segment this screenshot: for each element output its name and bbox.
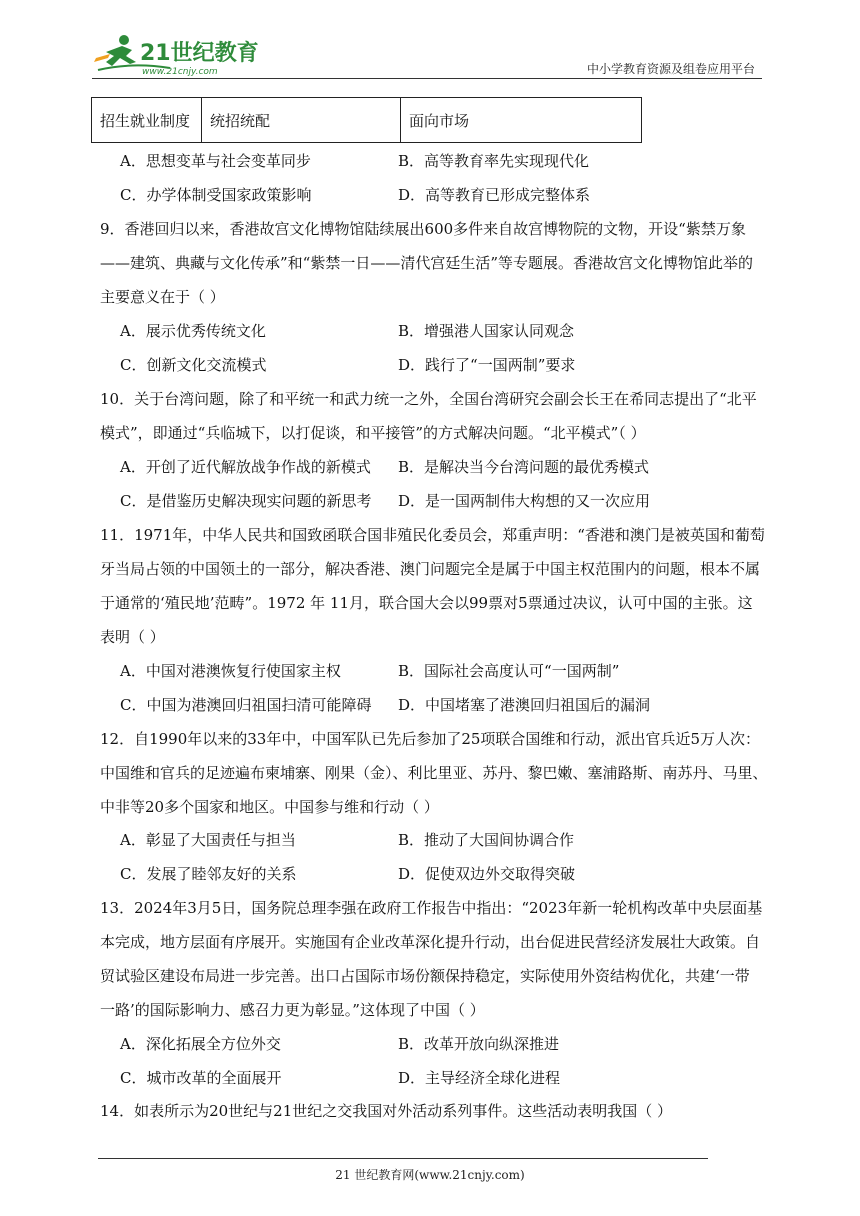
option-d[interactable]: D．践行了“一国两制”要求 [398,356,576,374]
option-b[interactable]: B．改革开放向纵深推进 [398,1035,560,1053]
question-text: 于通常的‘殖民地’范畴”。1972 年 11月，联合国大会以99票对5票通过决议，认可中国的主张。这 [100,594,753,612]
question-text: 牙当局占领的中国领土的一部分，解决香港、澳门问题完全是属于中国主权范围内的问题，根本不属 [100,560,761,578]
table-cell: 招生就业制度 [92,98,202,143]
question-text: 模式”，即通过“兵临城下，以打促谈，和平接管”的方式解决问题。“北平模式”（ ） [100,424,646,442]
option-c[interactable]: C．发展了睦邻友好的关系 [120,865,297,883]
option-c[interactable]: C．办学体制受国家政策影响 [120,186,312,204]
logo-graphic [92,32,262,78]
option-a[interactable]: A．彰显了大国责任与担当 [120,831,296,849]
option-d[interactable]: D．中国堵塞了港澳回归祖国后的漏洞 [398,696,651,714]
option-b[interactable]: B．是解决当今台湾问题的最优秀模式 [398,458,650,476]
option-a[interactable]: A．开创了近代解放战争作战的新模式 [120,458,371,476]
question-text: 贸试验区建设布局进一步完善。出口占国际市场份额保持稳定，实际使用外资结构优化，共建‘一带 [100,967,750,985]
comparison-table [91,97,642,143]
table-cell: 统招统配 [202,98,401,143]
option-a[interactable]: A．中国对港澳恢复行使国家主权 [120,662,341,680]
question-text: 一路’的国际影响力、感召力更为彰显。”这体现了中国（ ） [100,1001,485,1019]
question-text: 13．2024年3月5日，国务院总理李强在政府工作报告中指出：“2023年新一轮机构改革中央层面基 [100,899,763,917]
option-c[interactable]: C．城市改革的全面展开 [120,1069,282,1087]
option-c[interactable]: C．创新文化交流模式 [120,356,267,374]
question-text: 10．关于台湾问题，除了和平统一和武力统一之外，全国台湾研究会副会长王在希同志提出了“北平 [100,390,757,408]
question-text: ——建筑、典藏与文化传承”和“紫禁一日——清代宫廷生活”等专题展。香港故宫文化博物馆此举的 [100,254,754,272]
question-text: 11．1971年，中华人民共和国致函联合国非殖民化委员会，郑重声明：“香港和澳门是被英国和葡萄 [100,526,765,544]
question-text: 表明（ ） [100,628,165,646]
footer-divider [98,1158,708,1159]
platform-name: 中小学教育资源及组卷应用平台 [586,62,755,76]
question-text: 本完成，地方层面有序展开。实施国有企业改革深化提升行动，出台促进民营经济发展壮大政策。自 [100,933,761,951]
option-b[interactable]: B．推动了大国间协调合作 [398,831,575,849]
option-d[interactable]: D．促使双边外交取得突破 [398,865,576,883]
option-b[interactable]: B．国际社会高度认可“一国两制” [398,662,620,680]
question-text: 14．如表所示为20世纪与21世纪之交我国对外活动系列事件。这些活动表明我国（ ） [100,1102,673,1120]
svg-text:www.21cnjy.com: www.21cnjy.com [142,67,218,77]
option-a[interactable]: A．深化拓展全方位外交 [120,1035,281,1053]
option-c[interactable]: C．是借鉴历史解决现实问题的新思考 [120,492,372,510]
option-a[interactable]: A．思想变革与社会变革同步 [120,152,311,170]
page-header [0,0,860,80]
table-cell: 面向市场 [401,98,642,143]
question-text: 9．香港回归以来，香港故宫文化博物馆陆续展出600多件来自故宫博物院的文物，开设“紫禁万象 [100,220,746,238]
question-text: 中国维和官兵的足迹遍布柬埔寨、刚果（金）、利比里亚、苏丹、黎巴嫩、塞浦路斯、南苏丹、马里、 [100,764,768,782]
option-d[interactable]: D．主导经济全球化进程 [398,1069,561,1087]
table-row [92,98,642,143]
site-logo [92,32,262,78]
question-text: 中非等20多个国家和地区。中国参与维和行动（ ） [100,798,439,816]
svg-text:21世纪教育: 21世纪教育 [140,41,259,66]
question-text: 主要意义在于（ ） [100,288,225,306]
option-c[interactable]: C．中国为港澳回归祖国扫清可能障碍 [120,696,372,714]
option-d[interactable]: D．高等教育已形成完整体系 [398,186,591,204]
question-text: 12．自1990年以来的33年中，中国军队已先后参加了25项联合国维和行动，派出官兵近5万人次： [100,730,760,748]
page-footer: 21 世纪教育网(www.21cnjy.com) [335,1168,525,1182]
header-divider [92,78,762,79]
option-b[interactable]: B．高等教育率先实现现代化 [398,152,590,170]
option-b[interactable]: B．增强港人国家认同观念 [398,322,575,340]
option-a[interactable]: A．展示优秀传统文化 [120,322,266,340]
option-d[interactable]: D．是一国两制伟大构想的又一次应用 [398,492,651,510]
